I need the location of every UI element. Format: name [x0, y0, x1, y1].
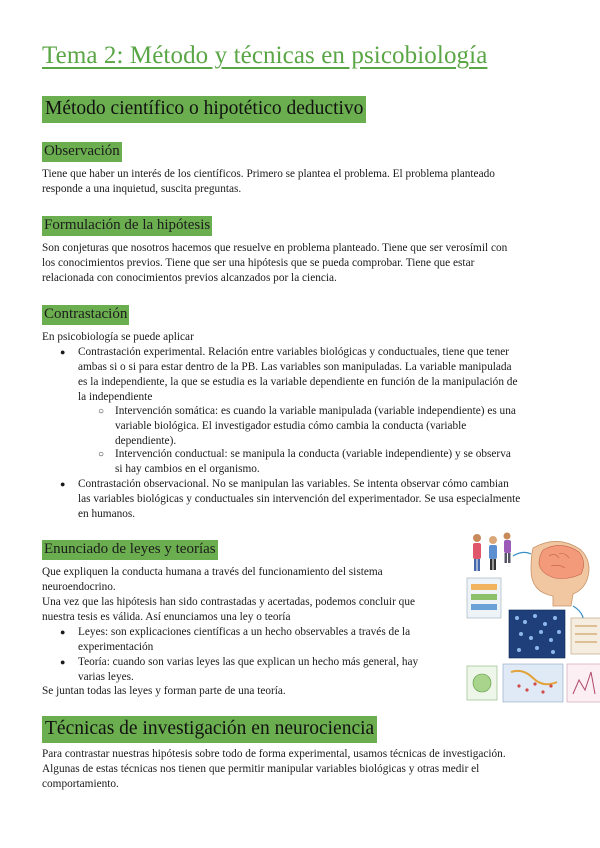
- text-line: las variables biológicas y conductuales sin intervención del experimentador. Se usa especialmente: [78, 493, 521, 505]
- text-line: Leyes: son explicaciones científicas a un hecho observables a través de la: [78, 626, 411, 638]
- text-line: dependiente).: [115, 435, 177, 447]
- paragraph-tecnicas: [42, 747, 506, 792]
- text-line: neuroendocrino.: [42, 581, 116, 593]
- bullet-icon: ●: [60, 347, 66, 357]
- text-line: Que expliquen la conducta humana a través del funcionamiento del sistema: [42, 566, 383, 578]
- bullet-leyes: [78, 625, 410, 655]
- text-line: Contrastación experimental. Relación entre variables biológicas y conductuales, tiene que tener: [78, 346, 510, 358]
- text-line: Tiene que haber un interés de los científicos. Primero se plantea el problema. El problema planteado: [42, 168, 495, 180]
- subheading-contrastacion: Contrastación: [42, 305, 129, 325]
- text-line: la independiente: [78, 391, 153, 403]
- text-line: Para contrastar nuestras hipótesis sobre todo de forma experimental, usamos técnicas de investigación.: [42, 748, 506, 760]
- sub-bullet-icon: ○: [98, 406, 105, 417]
- sub-bullet-intervencion-somatica: [115, 404, 516, 449]
- neuroendocrine-illustration: [463, 526, 600, 706]
- contrastacion-intro: En psicobiología se puede aplicar: [42, 331, 194, 343]
- bullet-icon: ●: [60, 479, 66, 489]
- text-line: comportamiento.: [42, 778, 119, 790]
- subheading-observacion: Observación: [42, 142, 122, 162]
- text-line: Contrastación observacional. No se manipulan las variables. Se intenta observar cómo cambian: [78, 478, 509, 490]
- sub-bullet-icon: ○: [98, 449, 105, 460]
- text-line: es la independiente, la que se estudia es la variable dependiente en función de la manipulación de: [78, 376, 518, 388]
- text-line: Algunas de estas técnicas nos tienen que permitir manipular variables biológicas y otras medir el: [42, 763, 480, 775]
- text-line: si hay cambios en el organismo.: [115, 463, 260, 475]
- paragraph-observacion: [42, 167, 495, 197]
- text-line: variable biológica. El investigador estudia cómo cambia la conducta (variable: [115, 420, 467, 432]
- text-line: varias leyes.: [78, 671, 134, 683]
- text-line: Teoría: cuando son varias leyes las que explican un hecho más general, hay: [78, 656, 419, 668]
- text-line: experimentación: [78, 641, 154, 653]
- section-heading-metodo: Método científico o hipotético deductivo: [42, 96, 366, 123]
- subheading-enunciado: Enunciado de leyes y teorías: [42, 540, 218, 560]
- paragraph-formulacion: [42, 241, 507, 286]
- text-line: nuestra tesis es válida. Así enunciamos una ley o teoría: [42, 611, 291, 623]
- bullet-icon: ●: [60, 627, 66, 637]
- text-line: Intervención conductual: se manipula la conducta (variable independiente) y se observa: [115, 448, 511, 460]
- text-line: relacionada con conocimientos previos alcanzados por la ciencia.: [42, 272, 337, 284]
- bullet-contrastacion-experimental: [78, 345, 517, 405]
- text-line: responde a una inquietud, suscita preguntas.: [42, 183, 242, 195]
- text-line: Una vez que las hipótesis han sido contrastadas y acertadas, podemos concluir que: [42, 596, 415, 608]
- text-line: los conocimientos previos. Tiene que ser una hipótesis que se pueda comprobar. Tiene que estar: [42, 257, 475, 269]
- text-line: Son conjeturas que nosotros hacemos que resuelve en problema planteado. Tiene que ser verosímil con: [42, 242, 508, 254]
- text-line: Intervención somática: es cuando la variable manipulada (variable independiente) es una: [115, 405, 516, 417]
- document-title: Tema 2: Método y técnicas en psicobiología: [42, 42, 488, 69]
- sub-bullet-intervencion-conductual: [115, 447, 511, 477]
- bullet-teoria: [78, 655, 418, 685]
- bullet-contrastacion-observacional: [78, 477, 520, 522]
- text-line: ambas si o si para estar dentro de la PB. Las variables son manipuladas. La variable manipulada: [78, 361, 512, 373]
- section-heading-tecnicas: Técnicas de investigación en neurociencia: [42, 716, 377, 743]
- subheading-formulacion: Formulación de la hipótesis: [42, 216, 212, 236]
- bullet-icon: ●: [60, 657, 66, 667]
- paragraph-enunciado: [42, 565, 457, 625]
- text-line: en humanos.: [78, 508, 136, 520]
- enunciado-closing: Se juntan todas las leyes y forman parte de una teoría.: [42, 685, 286, 697]
